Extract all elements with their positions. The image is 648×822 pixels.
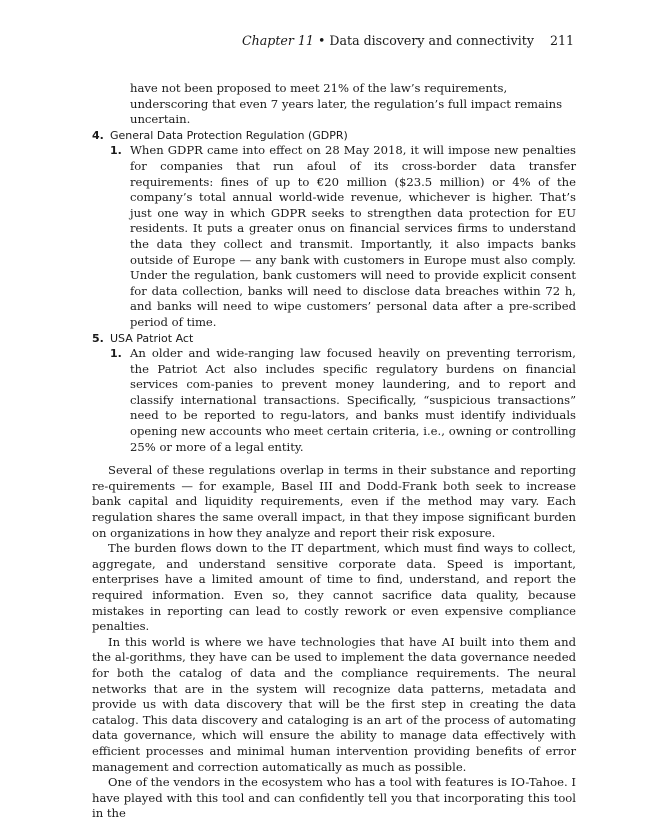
sub-list-number: 1. xyxy=(110,347,122,361)
sub-list-text: When GDPR came into effect on 28 May 2018, it will impose new penalties for companies that run afoul of its cross-border data transfer requirements: fines of up to €20 million ($23.5 million) or 4% of the company’s total annual world-wide revenue, whichever is higher. That’s just one way in which GDPR seeks to strengthen data protection for EU residents. It puts a greater onus on financial services firms to understand the data they collect and transmit. Importantly, it also impacts banks outside of Europe — any bank with customers in Europe must also comply. Under the regulation, bank customers will need to provide explicit consent for data collection, banks will need to disclose data breaches within 72 h, and banks will need to wipe customers’ personal data after a pre-scribed period of time. xyxy=(130,143,576,329)
sub-list-item xyxy=(92,143,576,330)
spacer xyxy=(92,455,576,463)
paragraph: One of the vendors in the ecosystem who has a tool with features is IO-Tahoe. I have played with this tool and can confidently tell you that incorporating this tool in the xyxy=(92,775,576,821)
running-header xyxy=(242,33,574,48)
chapter-label: Chapter 11 xyxy=(242,33,314,48)
list-number: 4. xyxy=(92,128,104,142)
page-number: 211 xyxy=(549,33,574,48)
sub-list-number: 1. xyxy=(110,144,122,158)
sub-list-item xyxy=(92,346,576,455)
paragraph: The burden flows down to the IT department, which must find ways to collect, aggregate, and understand sensitive corporate data. Speed is important, enterprises have a limited amount of time to find, understand, and report the required information. Even so, they cannot sacrifice data quality, because mistakes in reporting can lead to costly rework or even expensive compliance penalties. xyxy=(92,541,576,634)
sub-list-text: An older and wide-ranging law focused heavily on preventing terrorism, the Patriot Act also includes specific regulatory burdens on financial services com-panies to prevent money laundering, and to report and classify international transactions. Specifically, “suspicious transactions” need to be reported to regu-lators, and banks must identify individuals opening new accounts who meet certain criteria, i.e., owning or controlling 25% or more of a legal entity. xyxy=(130,346,576,454)
list-item-patriot-act xyxy=(92,331,576,347)
paragraph: Several of these regulations overlap in terms in their substance and reporting re-quirements — for example, Basel III and Dodd-Frank both seek to increase bank capital and liquidity requirements, even if the method may vary. Each regulation shares the same overall impact, in that they impose significant burden on organizations in how they analyze and report their risk exposure. xyxy=(92,463,576,540)
list-title: USA Patriot Act xyxy=(110,331,194,345)
list-number: 5. xyxy=(92,331,104,345)
header-bullet: • xyxy=(317,33,326,48)
continued-list-text: have not been proposed to meet 21% of the law’s requirements, underscoring that even 7 years later, the regulation’s full impact remains uncertain. xyxy=(130,81,563,127)
list-item-gdpr xyxy=(92,128,576,144)
list-title: General Data Protection Regulation (GDPR) xyxy=(110,128,348,142)
section-title: Data discovery and connectivity xyxy=(329,33,534,48)
page-body xyxy=(92,81,576,822)
paragraph: In this world is where we have technologies that have AI built into them and the al-gorithms, they have can be used to implement the data governance needed for both the catalog of data and the compliance requirements. The neural networks that are in the system will recognize data patterns, metadata and provide us with data discovery that will be the first step in creating the data catalog. This data discovery and cataloging is an art of the process of automating data governance, which will ensure the ability to manage data effectively with efficient processes and minimal human intervention providing benefits of error management and correction automatically as much as possible. xyxy=(92,634,576,774)
